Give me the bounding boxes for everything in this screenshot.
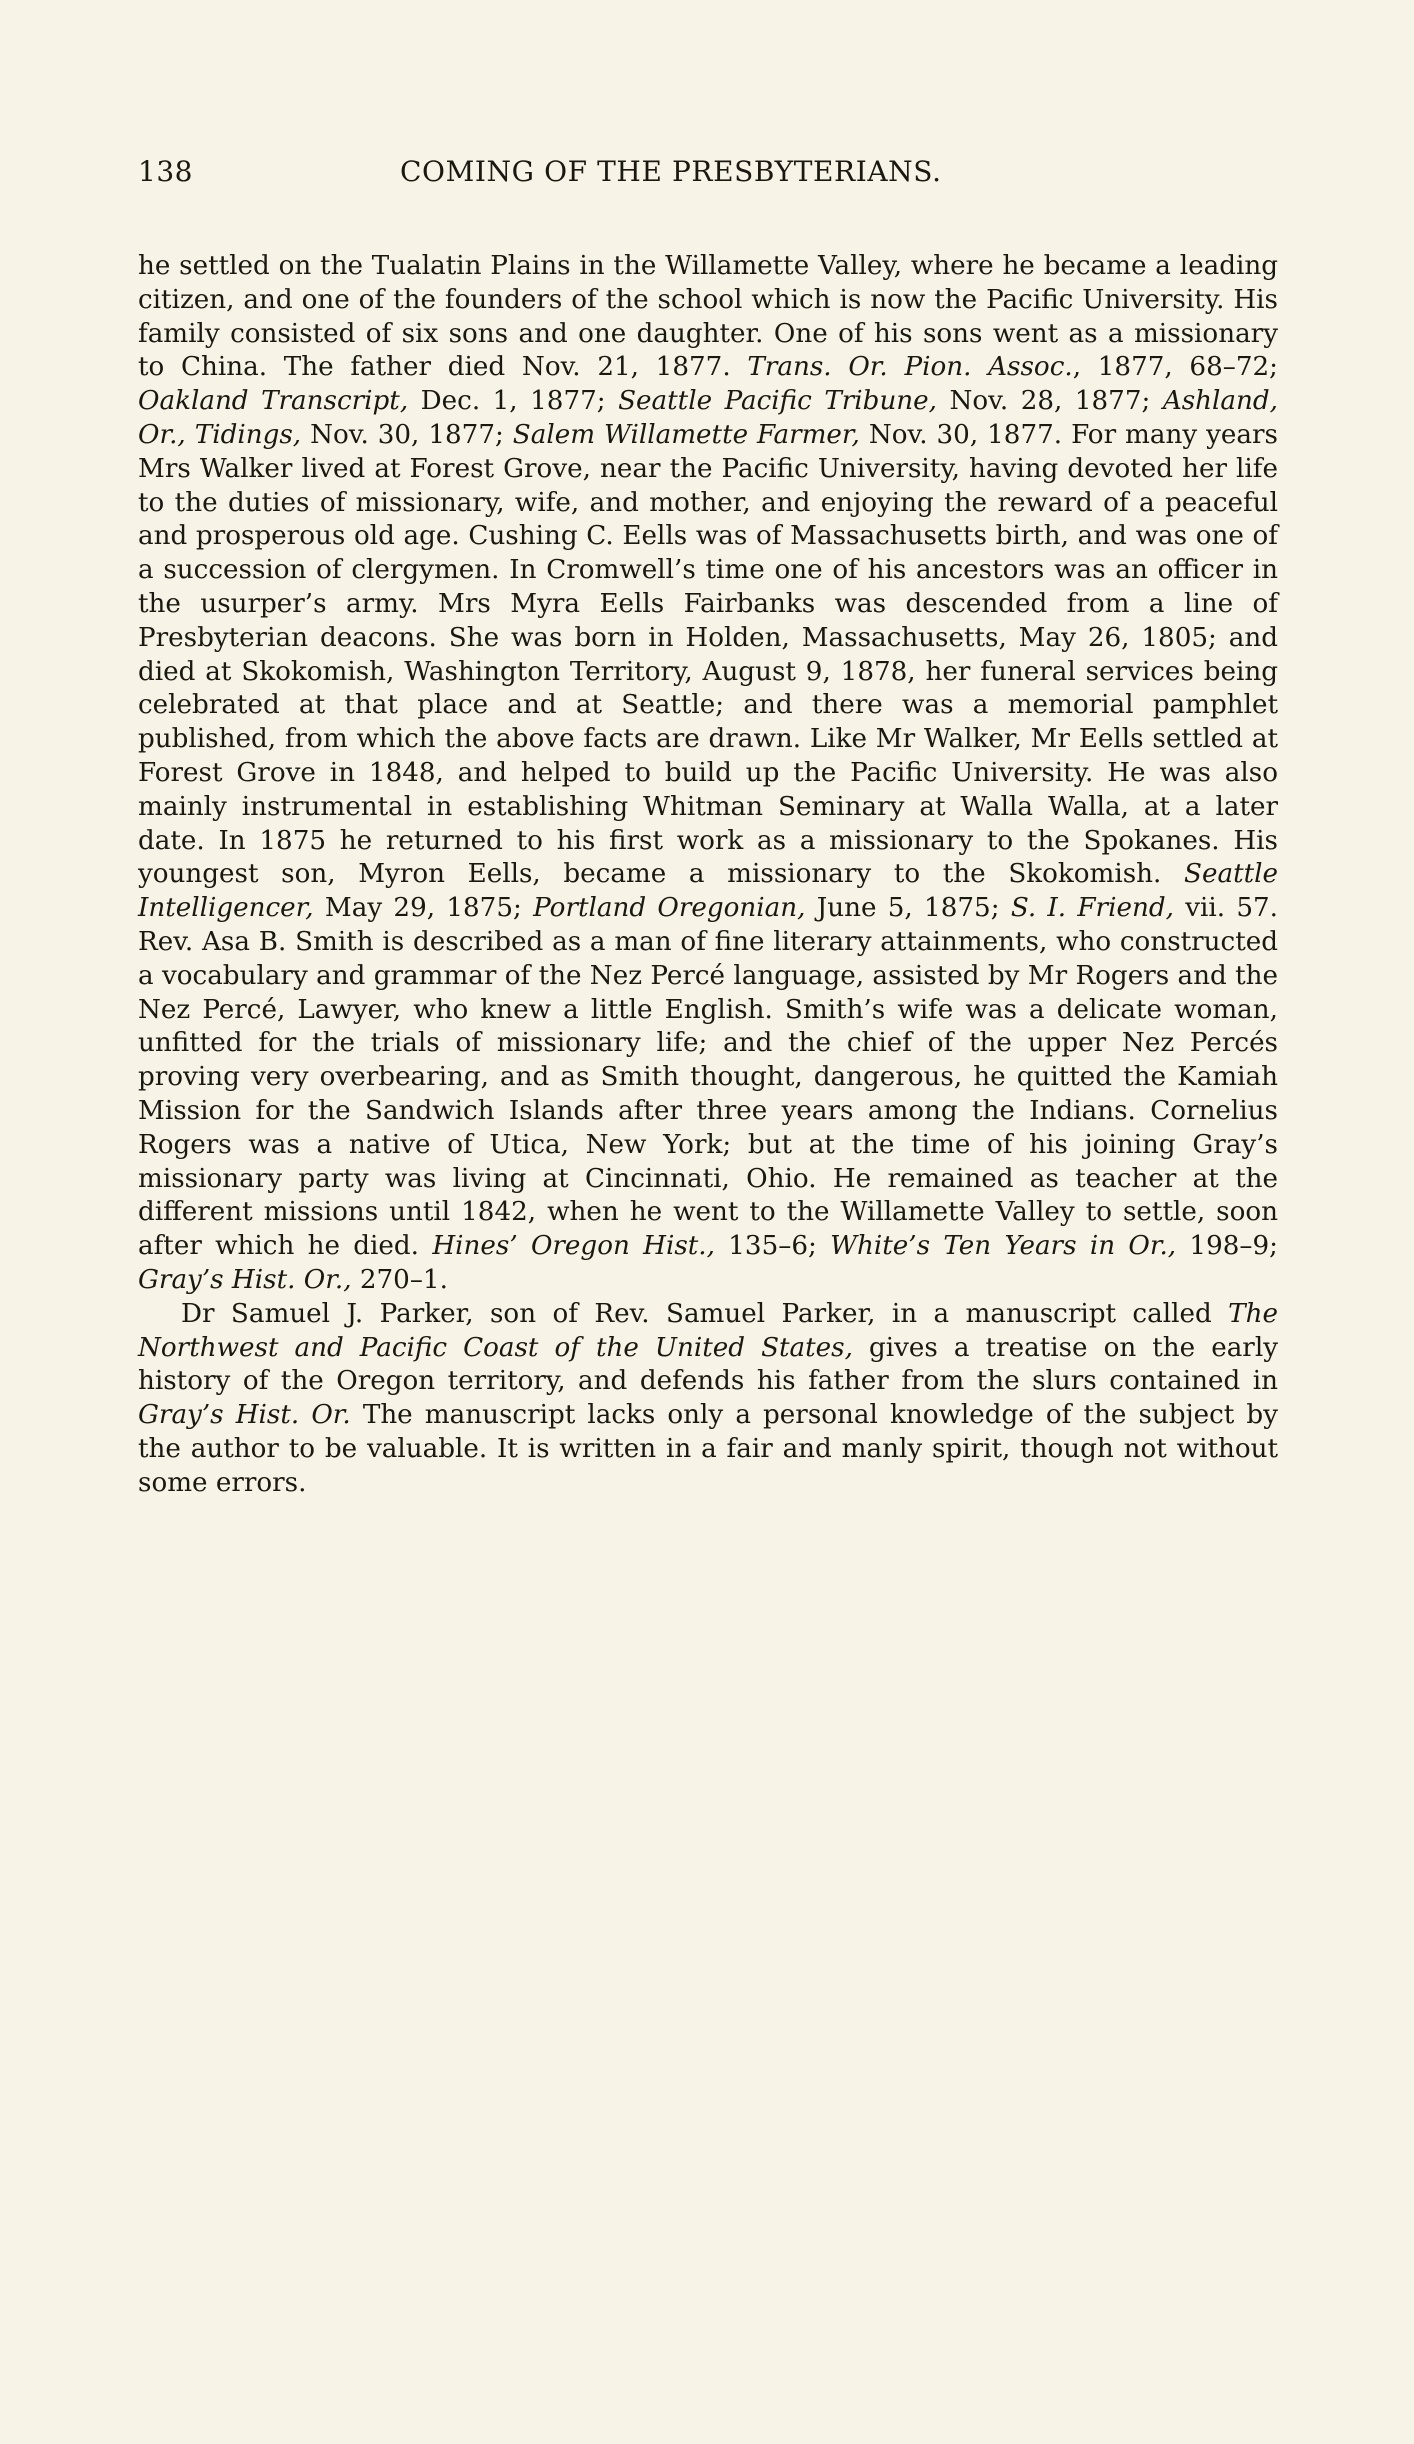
text-run: gives a treatise on the early history of the Oregon territory, and defends his father from the slurs contained in <box>138 1332 1278 1397</box>
text-run: Nov. 28, 1877; <box>937 386 1163 417</box>
citation-italic: Gray’s Hist. Or. <box>138 1400 351 1431</box>
text-run: 270–1. <box>351 1264 448 1295</box>
citation-italic: Portland Oregonian, <box>533 893 806 924</box>
paragraph <box>138 250 1278 1298</box>
running-title: COMING OF THE PRESBYTERIANS. <box>400 155 942 188</box>
text-run: Dr Samuel J. Parker, son of Rev. Samuel Parker, in a manuscript called <box>181 1298 1229 1329</box>
citation-italic: S. I. Friend, <box>1010 893 1174 924</box>
text-run: May 29, 1875; <box>313 893 534 924</box>
page-number: 138 <box>138 155 193 188</box>
citation-italic: The Northwest and Pacific Coast of the United States, <box>138 1298 1278 1363</box>
citation-italic: Oakland Transcript, <box>138 386 409 417</box>
citation-italic: Trans. Or. Pion. Assoc. <box>747 352 1073 383</box>
citation-italic: Gray’s Hist. Or., <box>138 1264 352 1295</box>
citation-italic: Seattle Pacific Tribune, <box>618 386 937 417</box>
text-run: vii. 57. Rev. Asa B. Smith is described as a man of fine literary attainments, who constructed a vocabulary and grammar of the Nez Percé language, assisted by Mr Rogers and the Nez Percé, Lawyer, who knew a little English. Smith’s wife was a delicate woman, unfitted for the trials of missionary life; and the chief of the upper Nez Percés proving very overbearing, and as Smith thought, dangerous, he quitted the Kamiah Mission for the Sandwich Islands after three years among the Indians. Cornelius Rogers was a native of Utica, New York; but at the time of his joining Gray’s missionary party was living at Cincinnati, Ohio. He remained as teacher at the different missions until 1842, when he went to the Willamette Valley to settle, soon after which he died. <box>138 893 1278 1262</box>
text-run: The manuscript lacks only a personal knowledge of the subject by the author to be valuable. It is written in a fair and manly spirit, though not without some errors. <box>138 1400 1278 1498</box>
text-run: he settled on the Tualatin Plains in the Willamette Valley, where he became a leading citizen, and one of the founders of the school which is now the Pacific University. His family consisted of six sons and one daughter. One of his sons went as a missionary to China. The father died Nov. 21, 1877. <box>138 251 1278 383</box>
text-run: Dec. 1, 1877; <box>408 386 619 417</box>
text-run: Nov. 30, 1877; <box>301 419 513 450</box>
text-run: , 1877, 68–72; <box>1072 352 1278 383</box>
text-run: 198–9; <box>1176 1231 1278 1262</box>
text-run: June 5, 1875; <box>805 893 1011 924</box>
citation-italic: Salem Willamette Farmer, <box>512 419 860 450</box>
text-run: Nov. 30, 1877. For many years Mrs Walker lived at Forest Grove, near the Pacific University, having devoted her life to the duties of missionary, wife, and mother, and enjoying the reward of a peaceful and prosperous old age. Cushing C. Eells was of Massachusetts birth, and was one of a succession of clergymen. In Cromwell’s time one of his ancestors was an officer in the usurper’s army. Mrs Myra Eells Fairbanks was descended from a line of Presbyterian deacons. She was born in Holden, Massachusetts, May 26, 1805; and died at Skokomish, Washington Territory, August 9, 1878, her funeral services being celebrated at that place and at Seattle; and there was a memorial pamphlet published, from which the above facts are drawn. Like Mr Walker, Mr Eells settled at Forest Grove in 1848, and helped to build up the Pacific University. He was also mainly instrumental in establishing Whitman Seminary at Walla Walla, at a later date. In 1875 he returned to his first work as a missionary to the Spokanes. His youngest son, Myron Eells, became a missionary to the Skokomish. <box>138 419 1278 890</box>
paragraph <box>138 1298 1278 1501</box>
citation-italic: White’s Ten Years in Or., <box>830 1231 1177 1262</box>
text-run: 135–6; <box>714 1231 831 1262</box>
running-head <box>138 155 1276 199</box>
citation-italic: Hines’ Oregon Hist., <box>432 1231 715 1262</box>
citation-italic: Ashland, Or., Tidings, <box>138 386 1278 450</box>
citation-italic: Seattle Intelligencer, <box>138 859 1278 924</box>
footnote-text <box>138 250 1278 1500</box>
